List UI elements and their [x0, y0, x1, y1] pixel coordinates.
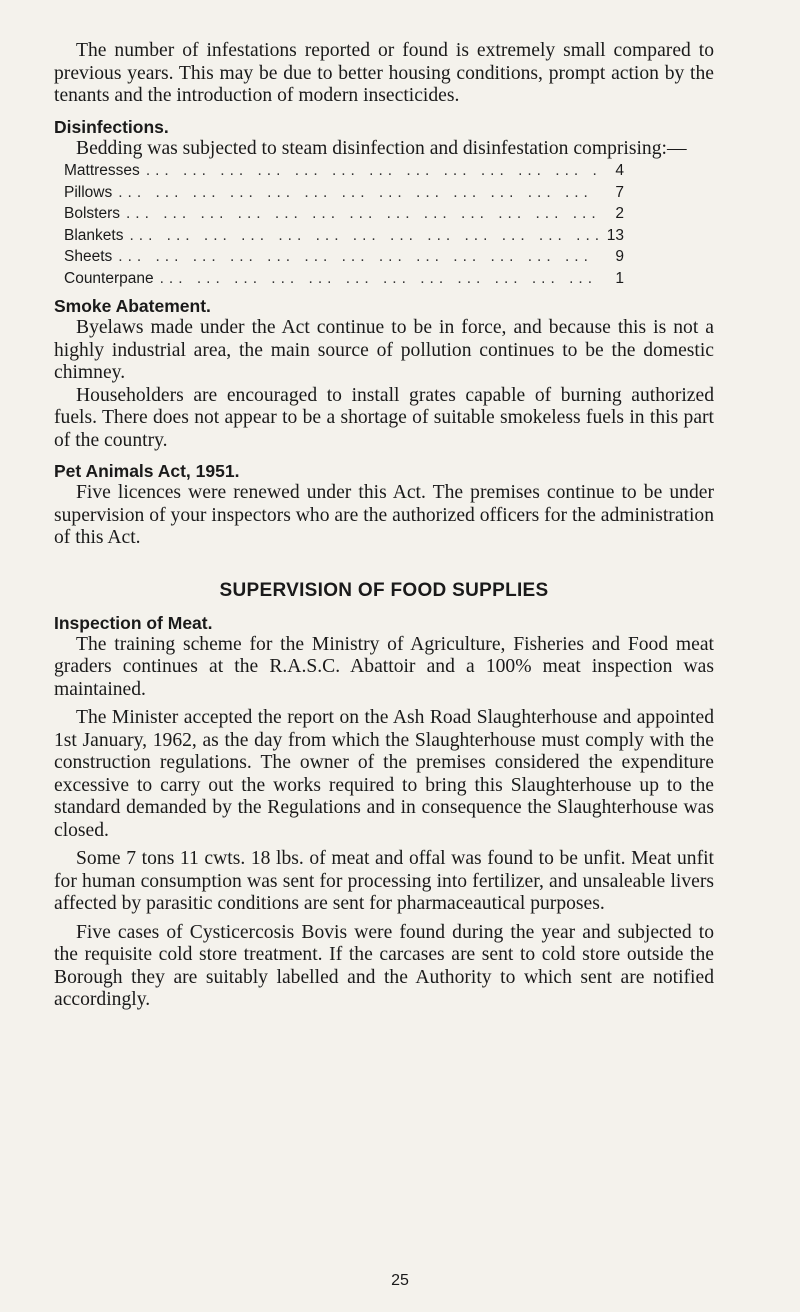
leader-dots [146, 160, 598, 182]
leader-dots [118, 182, 598, 204]
pet-animals-paragraph: Five licences were renewed under this Act. The premises continue to be under supervision of your inspectors who are the authorized officers for the administration of this Act. [54, 482, 714, 548]
item-label: Counterpane [64, 269, 154, 287]
leader-dots [160, 268, 598, 290]
list-item [64, 268, 624, 290]
leader-dots [118, 246, 598, 268]
item-value: 13 [606, 226, 624, 244]
smoke-abatement-heading: Smoke Abatement. [54, 296, 211, 316]
item-label: Blankets [64, 226, 124, 244]
item-label: Bolsters [64, 205, 120, 222]
bedding-list [64, 160, 624, 289]
meat-paragraph-2: The Minister accepted the report on the Ash Road Slaughterhouse and appointed 1st January, 1962, as the day from which the Slaughterhouse must comply with the construction regulations. The owner of the premises considered the expenditure excessive to carry out the works required to bring this Slaughterhouse up to the standard demanded by the Regulations and in consequence the Slaughterhouse was closed. [54, 707, 714, 841]
item-value: 7 [615, 183, 624, 201]
meat-inspection-heading: Inspection of Meat. [54, 612, 213, 633]
item-value: 1 [615, 269, 624, 287]
list-item [64, 225, 624, 247]
item-value: 2 [615, 205, 624, 222]
item-label: Sheets [64, 248, 113, 265]
meat-paragraph-3: Some 7 tons 11 cwts. 18 lbs. of meat and offal was found to be unfit. Meat unfit for human consumption was sent for processing into fertilizer, and unsaleable livers affected by parasitic conditions are sent for pharmaceautical purposes. [54, 848, 714, 914]
disinfections-heading: Disinfections. [54, 116, 169, 137]
item-label: Pillows [64, 183, 113, 201]
list-item [64, 160, 624, 182]
item-value: 4 [615, 162, 624, 179]
list-item [64, 246, 624, 268]
item-value: 9 [615, 248, 624, 265]
pet-animals-heading: Pet Animals Act, 1951. [54, 461, 240, 481]
meat-paragraph-4: Five cases of Cysticercosis Bovis were found during the year and subjected to the requisite cold store treatment. If the carcases are sent to cold store outside the Borough they are suitably labelled and the Authority to which sent are notified accordingly. [54, 921, 714, 1010]
page-content [54, 40, 714, 1012]
section-title: SUPERVISION OF FOOD SUPPLIES [219, 579, 549, 601]
list-item [64, 182, 624, 204]
list-item [64, 203, 624, 225]
disinfections-intro: Bedding was subjected to steam disinfection and disinfestation comprising:— [76, 137, 687, 159]
smoke-paragraph-1: Byelaws made under the Act continue to be in force, and because this is not a highly industrial area, the main source of pollution continues to be the domestic chimney. [54, 317, 714, 383]
intro-paragraph: The number of infestations reported or found is extremely small compared to previous years. This may be due to better housing conditions, prompt action by the tenants and the introduction of modern insecticides. [54, 40, 714, 106]
meat-paragraph-1: The training scheme for the Ministry of Agriculture, Fisheries and Food meat graders continues at the R.A.S.C. Abattoir and a 100% meat inspection was maintained. [54, 633, 714, 700]
leader-dots [129, 225, 598, 247]
item-label: Mattresses [64, 162, 140, 179]
leader-dots [126, 203, 598, 225]
page-number: 25 [391, 1272, 409, 1289]
smoke-paragraph-2: Householders are encouraged to install grates capable of burning authorized fuels. There does not appear to be a shortage of suitable smokeless fuels in this part of the country. [54, 384, 714, 451]
